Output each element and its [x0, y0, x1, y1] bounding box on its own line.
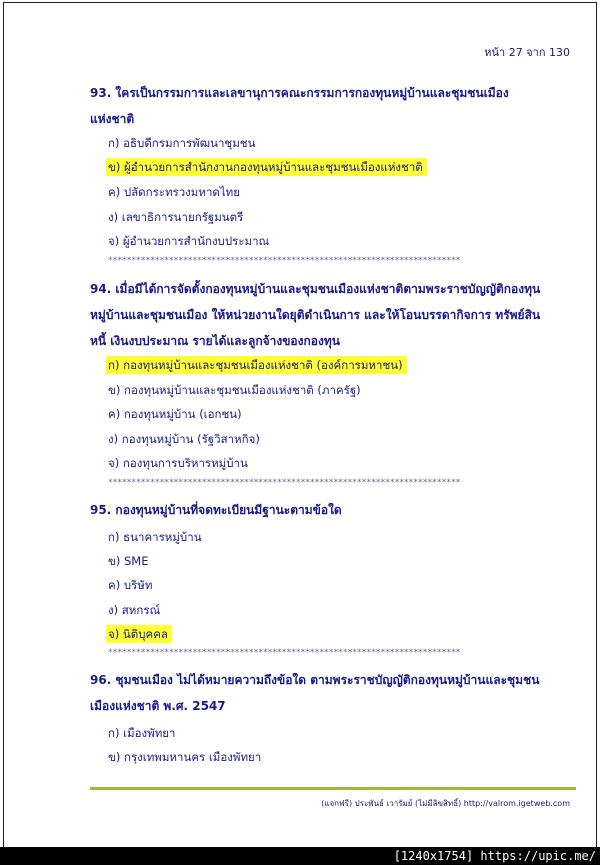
question-96-line-2: เมืองแห่งชาติ พ.ศ. 2547 — [90, 699, 226, 713]
separator: *************************************************************************** — [108, 478, 461, 488]
footer-credit: (แจกฟรี) ประพันธ์ เวารัมย์ (ไม่มีลิขสิทธิ์) http://valrom.igetweb.com — [321, 799, 570, 808]
question-94-option-c: ค) กองทุนหมู่บ้าน (เอกชน) — [108, 407, 242, 421]
question-95-option-c: ค) บริษัท — [108, 578, 153, 592]
question-96-line-1: 96. ชุมชนเมือง ไม่ได้หมายความถึงข้อใด ตามพระราชบัญญัติกองทุนหมู่บ้านและชุมชน — [90, 673, 540, 687]
question-93-option-e: จ) ผู้อำนวยการสำนักงบประมาณ — [108, 234, 270, 248]
question-93-line-2: แห่งชาติ — [90, 112, 135, 126]
question-93-option-b-answer: ข) ผู้อำนวยการสำนักงานกองทุนหมู่บ้านและชุมชนเมืองแห่งชาติ — [106, 158, 427, 176]
question-93-option-d: ง) เลขาธิการนายกรัฐมนตรี — [108, 210, 244, 224]
question-93-option-a: ก) อธิบดีกรมการพัฒนาชุมชน — [108, 136, 256, 150]
question-94-option-a-answer: ก) กองทุนหมู่บ้านและชุมชนเมืองแห่งชาติ (องค์การมหาชน) — [106, 356, 407, 374]
question-95-option-e-answer: จ) นิติบุคคล — [106, 625, 172, 643]
question-94-line-2: หมู่บ้านและชุมชนเมือง ให้หน่วยงานใดยุติดำเนินการ และให้โอนบรรดากิจการ ทรัพย์สิน — [90, 308, 541, 322]
question-93-line-1: 93. ใครเป็นกรรมการและเลขานุการคณะกรรมการกองทุนหมู่บ้านและชุมชนเมือง — [90, 86, 509, 100]
question-95-line-1: 95. กองทุนหมู่บ้านที่จดทะเบียนมีฐานะตามข้อใด — [90, 503, 342, 517]
image-host-watermark: [1240x1754] https://upic.me/ — [0, 847, 600, 865]
question-94-title — [90, 276, 580, 354]
question-96-option-a: ก) เมืองพัทยา — [108, 726, 176, 740]
question-94-line-3: หนี้ เงินงบประมาณ รายได้และลูกจ้างของกองทุน — [90, 334, 340, 348]
question-95-title — [90, 497, 580, 523]
document-page — [3, 2, 597, 862]
question-95-option-b: ข) SME — [108, 554, 149, 568]
question-94-option-b: ข) กองทุนหมู่บ้านและชุมชนเมืองแห่งชาติ (ภาครัฐ) — [108, 383, 361, 397]
page-number: หน้า 27 จาก 130 — [484, 46, 570, 59]
question-93-title — [90, 80, 580, 132]
question-96-option-b: ข) กรุงเทพมหานคร เมืองพัทยา — [108, 750, 262, 764]
footer-divider — [90, 787, 576, 790]
question-93-option-c: ค) ปลัดกระทรวงมหาดไทย — [108, 185, 240, 199]
separator: *************************************************************************** — [108, 648, 461, 658]
separator: *************************************************************************** — [108, 256, 461, 266]
question-96-title — [90, 667, 580, 719]
question-94-option-d: ง) กองทุนหมู่บ้าน (รัฐวิสาหกิจ) — [108, 432, 260, 446]
question-95-option-a: ก) ธนาคารหมู่บ้าน — [108, 530, 202, 544]
question-94-option-e: จ) กองทุนการบริหารหมู่บ้าน — [108, 456, 248, 470]
question-95-option-d: ง) สหกรณ์ — [108, 603, 161, 617]
question-94-line-1: 94. เมื่อมีได้การจัดตั้งกองทุนหมู่บ้านและชุมชนเมืองแห่งชาติตามพระราชบัญญัติกองทุน — [90, 282, 541, 296]
